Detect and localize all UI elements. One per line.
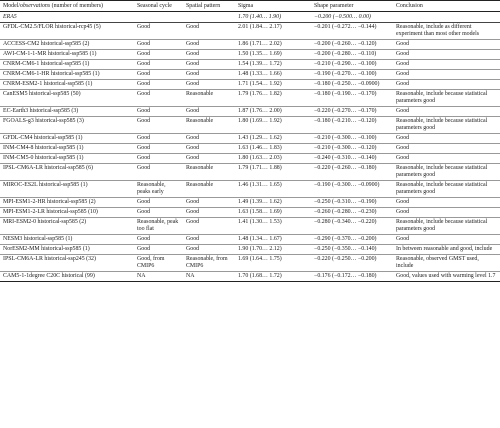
conclusion-cell: Good [393,60,500,70]
model-cell: CanESM5 historical-ssp585 (50) [0,90,134,107]
sigma-cell: 2.01 (1.84… 2.17) [235,23,311,40]
seasonal-cycle-cell: Good [134,144,183,154]
header-model: Model/observations (number of members) [0,1,134,12]
shape-parameter-cell: −0.250 (−0.310… −0.190) [311,198,393,208]
spatial-pattern-cell: Good [183,134,235,144]
conclusion-cell: Reasonable, include because statistical parameters good [393,90,500,107]
seasonal-cycle-cell: Good [134,154,183,164]
header-seasonal-cycle: Seasonal cycle [134,1,183,12]
spatial-pattern-cell: Reasonable [183,90,235,107]
seasonal-cycle-cell: Good [134,117,183,134]
table-row [0,181,500,198]
shape-parameter-cell: −0.180 (−0.210… −0.120) [311,117,393,134]
seasonal-cycle-cell: Good [134,235,183,245]
conclusion-cell: Reasonable, include because statistical parameters good [393,218,500,235]
seasonal-cycle-cell: Good [134,23,183,40]
sigma-cell: 1.86 (1.71… 2.02) [235,40,311,50]
model-cell: CNRM-ESM2-1 historical-ssp585 (1) [0,80,134,90]
spatial-pattern-cell: Good [183,154,235,164]
conclusion-cell: Good [393,40,500,50]
shape-parameter-cell: −0.220 (−0.270… −0.170) [311,107,393,117]
table-row [0,235,500,245]
table-row [0,107,500,117]
sigma-cell: 1.79 (1.76… 1.82) [235,90,311,107]
model-cell: IPSL-CM6A-LR historical-ssp585 (6) [0,164,134,181]
conclusion-cell: Good [393,107,500,117]
table-row [0,134,500,144]
model-cell: INM-CM4-8 historical-ssp585 (1) [0,144,134,154]
sigma-cell: 1.69 (1.64… 1.75) [235,255,311,272]
model-cell: GFDL-CM4 historical-ssp585 (1) [0,134,134,144]
table-row [0,208,500,218]
table-row [0,154,500,164]
sigma-cell: 1.80 (1.63… 2.03) [235,154,311,164]
model-cell: MIROC-ES2L historical-ssp585 (1) [0,181,134,198]
conclusion-cell: Reasonable, include because statistical parameters good [393,164,500,181]
spatial-pattern-cell: Good [183,245,235,255]
sigma-cell: 1.46 (1.31… 1.65) [235,181,311,198]
table-row [0,272,500,282]
reference-name: ERA5 [0,12,134,23]
spatial-pattern-cell: Good [183,80,235,90]
model-cell: CNRM-CM6-1 historical-ssp585 (1) [0,60,134,70]
conclusion-cell: Reasonable, include because statistical parameters good [393,181,500,198]
model-cell: NESM3 historical-ssp585 (1) [0,235,134,245]
conclusion-cell: Reasonable, include as different experiment than most other models [393,23,500,40]
table-row [0,245,500,255]
seasonal-cycle-cell: Good [134,164,183,181]
table-row [0,117,500,134]
header-conclusion: Conclusion [393,1,500,12]
seasonal-cycle-cell: Good [134,80,183,90]
table-header-row [0,1,500,12]
conclusion-cell: Good [393,208,500,218]
sigma-cell: 1.48 (1.33… 1.66) [235,70,311,80]
table-row [0,70,500,80]
sigma-cell: 1.54 (1.39… 1.72) [235,60,311,70]
table-row [0,50,500,60]
table-row [0,198,500,208]
spatial-pattern-cell: Reasonable [183,164,235,181]
sigma-cell: 1.43 (1.29… 1.62) [235,134,311,144]
shape-parameter-cell: −0.290 (−0.370… −0.200) [311,235,393,245]
model-cell: CNRM-CM6-1-HR historical-ssp585 (1) [0,70,134,80]
shape-parameter-cell: −0.260 (−0.280… −0.230) [311,208,393,218]
spatial-pattern-cell: Good [183,144,235,154]
model-cell: CAM5-1-1degree C20C historical (99) [0,272,134,282]
model-rows [0,23,500,282]
seasonal-cycle-cell: Good [134,134,183,144]
shape-parameter-cell: −0.280 (−0.340… −0.220) [311,218,393,235]
spatial-pattern-cell: Good [183,70,235,80]
seasonal-cycle-cell: Good [134,70,183,80]
conclusion-cell: Good [393,144,500,154]
shape-parameter-cell: −0.201 (−0.272… −0.144) [311,23,393,40]
seasonal-cycle-cell: Good, from CMIP6 [134,255,183,272]
shape-parameter-cell: −0.180 (−0.190… −0.170) [311,90,393,107]
conclusion-cell: Good [393,198,500,208]
table-row [0,90,500,107]
sigma-cell: 1.79 (1.71… 1.88) [235,164,311,181]
spatial-pattern-cell: Good [183,40,235,50]
shape-parameter-cell: −0.200 (−0.280… −0.110) [311,50,393,60]
spatial-pattern-cell: Good [183,23,235,40]
spatial-pattern-cell: Good [183,60,235,70]
seasonal-cycle-cell: NA [134,272,183,282]
seasonal-cycle-cell: Good [134,90,183,107]
model-cell: IPSL-CM6A-LR historical-ssp245 (32) [0,255,134,272]
model-cell: INM-CM5-0 historical-ssp585 (1) [0,154,134,164]
seasonal-cycle-cell: Reasonable, peaks early [134,181,183,198]
model-cell: NorESM2-MM historical-ssp585 (1) [0,245,134,255]
conclusion-cell: Good [393,50,500,60]
seasonal-cycle-cell: Good [134,50,183,60]
table-row [0,255,500,272]
shape-parameter-cell: −0.210 (−0.300… −0.120) [311,144,393,154]
shape-parameter-cell: −0.250 (−0.350… −0.140) [311,245,393,255]
spatial-pattern-cell: Reasonable, from CMIP6 [183,255,235,272]
spatial-pattern-cell: NA [183,272,235,282]
table-row [0,60,500,70]
sigma-cell: 1.50 (1.35… 1.69) [235,50,311,60]
sigma-cell: 1.70 (1.68… 1.72) [235,272,311,282]
shape-parameter-cell: −0.190 (−0.300… −0.0900) [311,181,393,198]
shape-parameter-cell: −0.240 (−0.310… −0.140) [311,154,393,164]
shape-parameter-cell: −0.200 (−0.260… −0.120) [311,40,393,50]
conclusion-cell: Reasonable, include because statistical parameters good [393,117,500,134]
conclusion-cell: Good [393,80,500,90]
reference-shape: −0.200 (−0.500… 0.00) [311,12,393,23]
seasonal-cycle-cell: Good [134,245,183,255]
sigma-cell: 1.87 (1.76… 2.00) [235,107,311,117]
spatial-pattern-cell: Good [183,198,235,208]
spatial-pattern-cell: Good [183,50,235,60]
shape-parameter-cell: −0.210 (−0.290… −0.100) [311,60,393,70]
seasonal-cycle-cell: Good [134,40,183,50]
shape-parameter-cell: −0.180 (−0.250… −0.0900) [311,80,393,90]
reference-sigma: 1.70 (1.40… 1.90) [235,12,311,23]
table-row [0,40,500,50]
table-row [0,164,500,181]
sigma-cell: 1.48 (1.34… 1.67) [235,235,311,245]
shape-parameter-cell: −0.176 (−0.172… −0.180) [311,272,393,282]
spatial-pattern-cell: Good [183,235,235,245]
conclusion-cell: Good [393,154,500,164]
sigma-cell: 1.80 (1.69… 1.92) [235,117,311,134]
table-row [0,218,500,235]
model-cell: FGOALS-g3 historical-ssp585 (3) [0,117,134,134]
conclusion-cell: Good [393,134,500,144]
shape-parameter-cell: −0.220 (−0.250… −0.200) [311,255,393,272]
spatial-pattern-cell: Good [183,107,235,117]
seasonal-cycle-cell: Good [134,198,183,208]
seasonal-cycle-cell: Good [134,60,183,70]
header-shape-parameter: Shape parameter [311,1,393,12]
table-row [0,80,500,90]
conclusion-cell: Good [393,235,500,245]
model-cell: EC-Earth3 historical-ssp585 (3) [0,107,134,117]
model-cell: MPI-ESM1-2-HR historical-ssp585 (2) [0,198,134,208]
conclusion-cell: In between reasonable and good, include [393,245,500,255]
spatial-pattern-cell: Good [183,208,235,218]
conclusion-cell: Good [393,70,500,80]
sigma-cell: 1.71 (1.54… 1.92) [235,80,311,90]
sigma-cell: 1.41 (1.30… 1.53) [235,218,311,235]
model-cell: MPI-ESM1-2-LR historical-ssp585 (10) [0,208,134,218]
spatial-pattern-cell: Reasonable [183,181,235,198]
sigma-cell: 1.63 (1.46… 1.83) [235,144,311,154]
seasonal-cycle-cell: Good [134,107,183,117]
model-cell: ACCESS-CM2 historical-ssp585 (2) [0,40,134,50]
conclusion-cell: Good, values used with warming level 1.7 [393,272,500,282]
model-cell: GFDL-CM2.5/FLOR historical-rcp45 (5) [0,23,134,40]
table-row [0,23,500,40]
table-row [0,144,500,154]
model-cell: MRI-ESM2-0 historical-ssp585 (2) [0,218,134,235]
header-spatial-pattern: Spatial pattern [183,1,235,12]
shape-parameter-cell: −0.210 (−0.300… −0.100) [311,134,393,144]
shape-parameter-cell: −0.220 (−0.260… −0.180) [311,164,393,181]
sigma-cell: 1.63 (1.58… 1.69) [235,208,311,218]
spatial-pattern-cell: Good [183,218,235,235]
shape-parameter-cell: −0.190 (−0.270… −0.100) [311,70,393,80]
spatial-pattern-cell: Reasonable [183,117,235,134]
seasonal-cycle-cell: Good [134,208,183,218]
seasonal-cycle-cell: Reasonable, peak too flat [134,218,183,235]
sigma-cell: 1.90 (1.70… 2.12) [235,245,311,255]
header-sigma: Sigma [235,1,311,12]
reference-row [0,12,500,23]
conclusion-cell: Reasonable, observed GMST used, include [393,255,500,272]
model-cell: AWI-CM-1-1-MR historical-ssp585 (1) [0,50,134,60]
sigma-cell: 1.49 (1.39… 1.62) [235,198,311,208]
